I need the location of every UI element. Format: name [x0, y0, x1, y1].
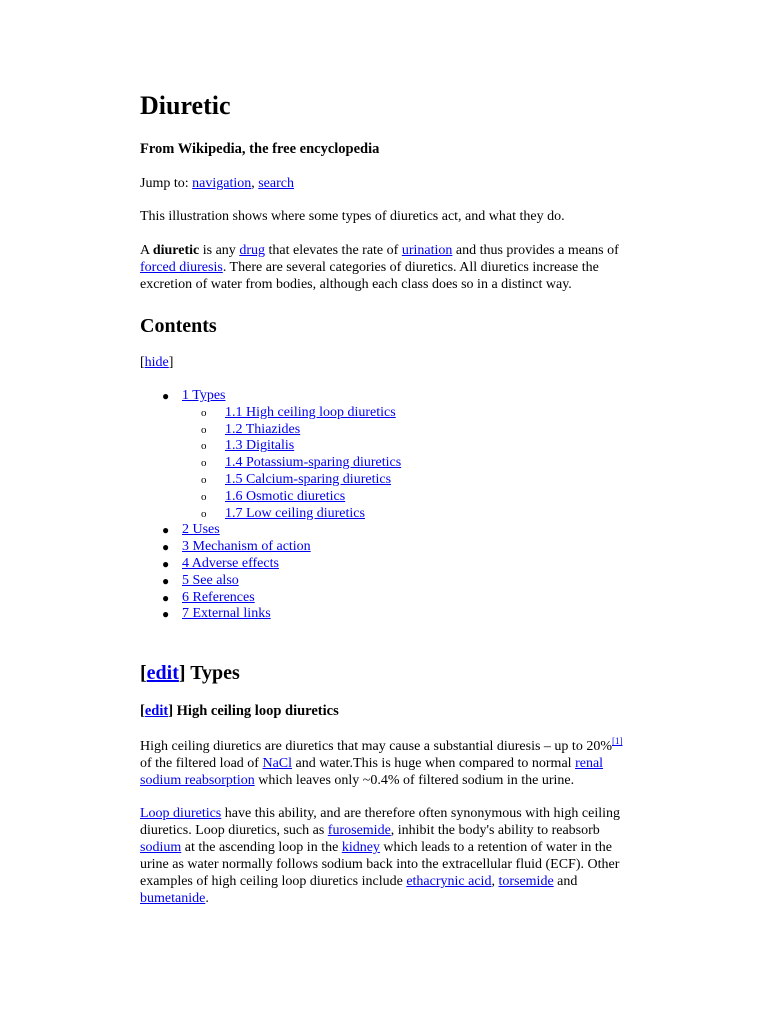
hide-toc-link[interactable]: hide — [144, 355, 169, 370]
paragraph-text: which leads to a retention of water in the urine as water normally follows sodium back into the extracellular fluid (ECF). Other examples of high ceiling loop diuretics include — [140, 840, 620, 889]
paragraph-text: High ceiling diuretics are diuretics that may cause a substantial diuresis – up to 20% — [140, 739, 612, 754]
intro-text: and thus provides a means of — [452, 243, 619, 258]
urination-link[interactable]: urination — [401, 243, 453, 258]
paragraph-text: . — [205, 891, 209, 906]
circle-bullet-icon: o — [201, 473, 207, 486]
paragraph-text: and — [553, 874, 578, 889]
circle-bullet-icon: o — [201, 423, 207, 436]
intro-text: that elevates the rate of — [264, 243, 402, 258]
toc-subitem — [182, 438, 401, 455]
search-link[interactable]: search — [258, 176, 294, 191]
subsection-heading-high-ceiling — [140, 703, 339, 720]
toc-link-potassium-sparing[interactable]: 1.4 Potassium-sparing diuretics — [225, 455, 402, 471]
toc-link-types[interactable]: 1 Types — [182, 388, 226, 403]
toc-link-calcium-sparing[interactable]: 1.5 Calcium-sparing diuretics — [225, 471, 392, 487]
toc-item — [162, 388, 401, 405]
kidney-link[interactable]: kidney — [341, 840, 380, 855]
reference-1-link[interactable]: [1] — [612, 736, 623, 746]
paragraph-text: , — [491, 874, 499, 889]
section-title: ] Types — [178, 662, 240, 684]
subsection-title: ] High ceiling loop diuretics — [168, 703, 339, 719]
edit-types-link[interactable]: edit — [146, 662, 179, 684]
toc-link-osmotic[interactable]: 1.6 Osmotic diuretics — [225, 488, 346, 504]
toc-subitem — [182, 422, 401, 439]
toc-link-digitalis[interactable]: 1.3 Digitalis — [225, 438, 295, 454]
edit-high-ceiling-link[interactable]: edit — [144, 703, 169, 719]
furosemide-link[interactable]: furosemide — [327, 823, 391, 838]
jump-to-line: Jump to: navigation, search — [140, 176, 294, 191]
bracket: [ — [140, 703, 145, 719]
paragraph-text: , inhibit the body's ability to reabsorb — [390, 823, 600, 838]
bracket: [ — [140, 355, 145, 370]
toc-link-mechanism[interactable]: 3 Mechanism of action — [182, 539, 311, 555]
high-ceiling-paragraph-1 — [140, 738, 630, 789]
toc-link-see-also[interactable]: 5 See also — [182, 572, 239, 588]
toc-subitem — [182, 489, 401, 506]
paragraph-text: have this ability, and are therefore often synonymous with high ceiling diuretics. Loop diuretics, such as — [140, 806, 621, 838]
page-title: Diuretic — [140, 91, 231, 120]
circle-bullet-icon: o — [201, 490, 207, 503]
intro-text: . There are several categories of diuretics. All diuretics increase the excretion of water from bodies, although each class does so in a distinct way. — [140, 260, 599, 292]
circle-bullet-icon: o — [201, 406, 207, 419]
image-caption: This illustration shows where some types of diuretics act, and what they do. — [140, 209, 565, 224]
sodium-link[interactable]: sodium — [140, 840, 182, 855]
toc-link-references[interactable]: 6 References — [182, 589, 255, 605]
circle-bullet-icon: o — [201, 440, 207, 453]
torsemide-link[interactable]: torsemide — [498, 874, 554, 889]
paragraph-text: which leaves only ~0.4% of filtered sodium in the urine. — [254, 773, 575, 788]
intro-paragraph — [140, 242, 630, 293]
forced-diuresis-link[interactable]: forced diuresis — [140, 260, 223, 275]
toc-item — [162, 589, 401, 607]
toc-item — [162, 572, 401, 590]
toc-subitem — [182, 472, 401, 489]
toc-link-high-ceiling[interactable]: 1.1 High ceiling loop diuretics — [225, 404, 396, 420]
paragraph-text: at the ascending loop in the — [181, 840, 342, 855]
high-ceiling-paragraph-2 — [140, 805, 630, 907]
toc-link-thiazides[interactable]: 1.2 Thiazides — [225, 421, 301, 437]
bullet-icon: ● — [162, 607, 170, 622]
table-of-contents — [162, 388, 402, 623]
toc-subitem — [182, 405, 401, 422]
bullet-icon: ● — [162, 590, 170, 605]
ethacrynic-acid-link[interactable]: ethacrynic acid — [406, 874, 492, 889]
toc-item — [162, 522, 401, 539]
bullet-icon: ● — [162, 523, 170, 538]
toc-link-external-links[interactable]: 7 External links — [182, 606, 271, 622]
jump-to-label: Jump to: — [140, 176, 189, 191]
paragraph-text: and water.This is huge when compared to normal — [292, 756, 576, 771]
contents-heading: Contents — [140, 315, 217, 337]
nacl-link[interactable]: NaCl — [262, 756, 293, 771]
page-subtitle: From Wikipedia, the free encyclopedia — [140, 141, 380, 157]
circle-bullet-icon: o — [201, 507, 207, 520]
toc-toggle — [140, 354, 173, 371]
toc-link-low-ceiling[interactable]: 1.7 Low ceiling diuretics — [225, 505, 365, 521]
toc-item — [162, 555, 401, 573]
paragraph-text: of the filtered load of — [140, 756, 263, 771]
bullet-icon: ● — [162, 540, 170, 555]
bullet-icon: ● — [162, 573, 170, 588]
section-heading-types — [140, 661, 240, 685]
toc-subitem — [182, 506, 401, 523]
toc-item — [162, 606, 401, 623]
bumetanide-link[interactable]: bumetanide — [140, 891, 206, 906]
bracket: [ — [140, 662, 147, 684]
bullet-icon: ● — [162, 389, 170, 403]
intro-text: A — [140, 243, 153, 258]
intro-text: is any — [199, 243, 240, 258]
toc-item — [162, 539, 401, 556]
navigation-link[interactable]: navigation — [192, 176, 252, 191]
bullet-icon: ● — [162, 556, 170, 571]
toc-subitem — [182, 455, 401, 472]
intro-term: diuretic — [152, 243, 200, 258]
drug-link[interactable]: drug — [239, 243, 265, 258]
toc-link-adverse-effects[interactable]: 4 Adverse effects — [182, 555, 279, 571]
circle-bullet-icon: o — [201, 457, 207, 470]
renal-sodium-reabsorption-link[interactable]: renal sodium reabsorption — [140, 756, 604, 788]
bracket: ] — [168, 355, 174, 370]
toc-link-uses[interactable]: 2 Uses — [182, 522, 220, 538]
loop-diuretics-link[interactable]: Loop diuretics — [140, 806, 222, 821]
